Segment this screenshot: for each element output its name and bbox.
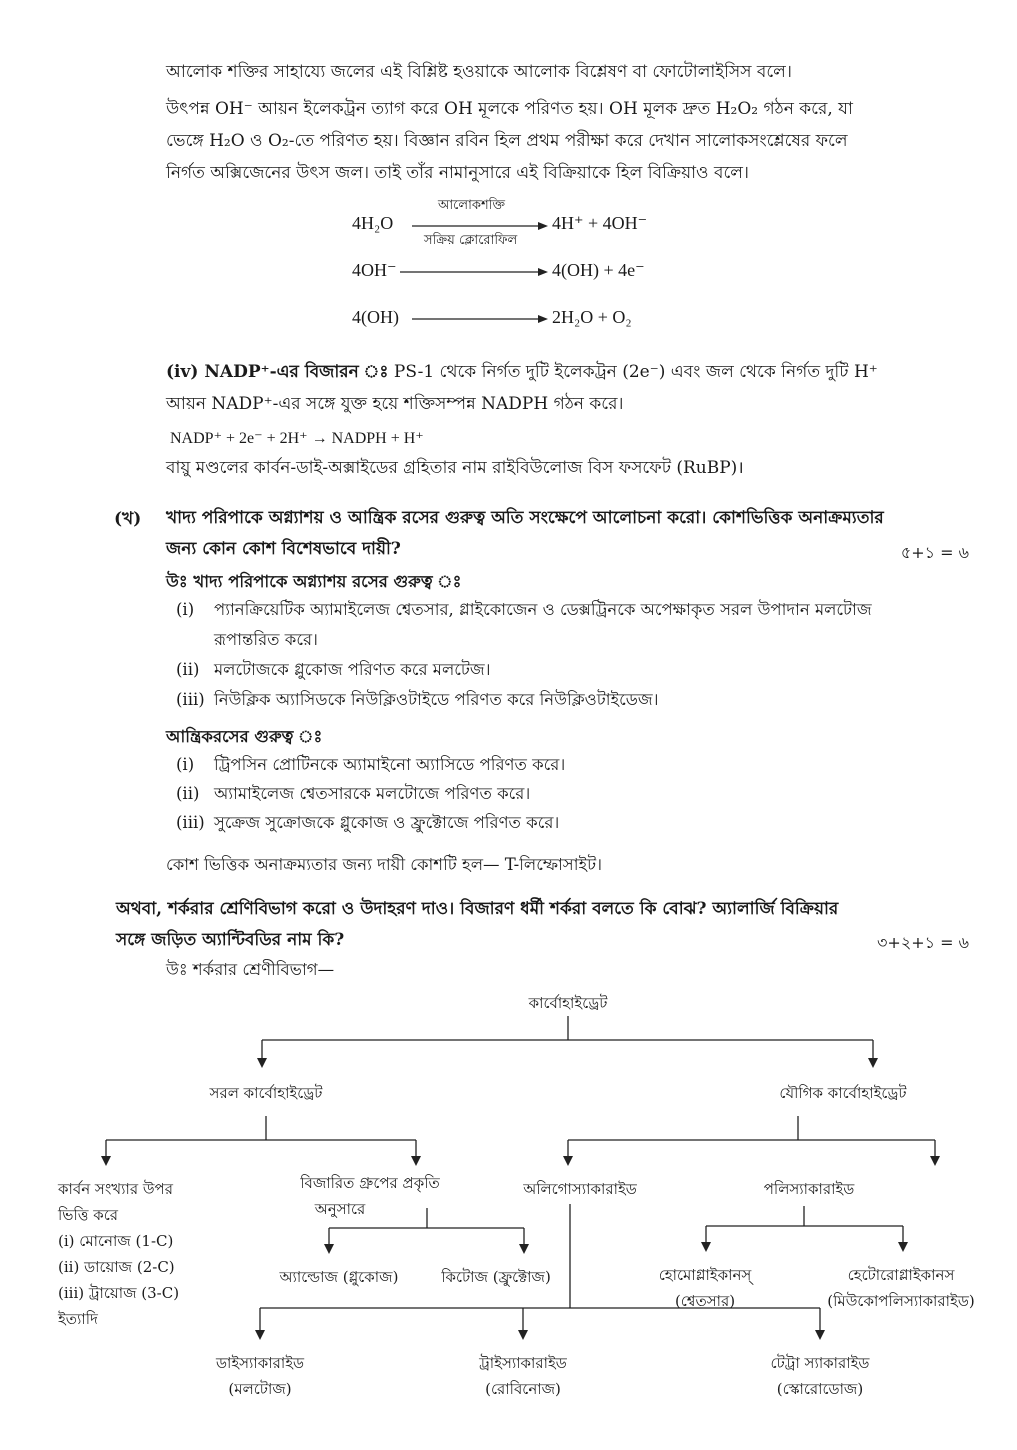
- list-item-text: মলটোজকে গ্লুকোজ পরিণত করে মলটেজ।: [214, 660, 491, 679]
- tree-by-carbon-line: (ii) ডায়োজ (2-C): [58, 1258, 175, 1276]
- list-item-text: প্যানক্রিয়েটিক অ্যামাইলেজ শ্বেতসার, গ্লাইকোজেন ও ডেক্সট্রিনকে অপেক্ষাকৃত সরল উপাদান মলটোজ: [214, 600, 872, 619]
- list-item: [176, 810, 559, 837]
- or-answer-heading: উঃ শর্করার শ্রেণীবিভাগ—: [166, 960, 335, 979]
- eq2-product: 4(OH) + 4e⁻: [552, 260, 645, 280]
- tree-ketose: কিটোজ (ফ্রুক্টোজ): [441, 1268, 551, 1286]
- paragraph-hill-line1: উৎপন্ন OH⁻ আয়ন ইলেকট্রন ত্যাগ করে OH মূলকে পরিণত হয়। OH মূলক দ্রুত H₂O₂ গঠন করে, যা: [166, 99, 853, 119]
- list-item-text: সুক্রেজ সুক্রোজকে গ্লুকোজ ও ফ্রুক্টোজে পরিণত করে।: [214, 813, 560, 832]
- eq3-product: 2H₂O + O₂: [552, 307, 632, 327]
- list-item-number: (ii): [176, 660, 200, 679]
- tree-compound-carbohydrate: যৌগিক কার্বোহাইড্রেট: [779, 1084, 907, 1102]
- paragraph-photolysis: আলোক শক্তির সাহায্যে জলের এই বিশ্লিষ্ট হওয়াকে আলোক বিশ্লেষণ বা ফোটোলাইসিস বলে।: [166, 62, 792, 82]
- nadp-equation: NADP⁺ + 2e⁻ + 2H⁺ → NADPH + H⁺: [170, 430, 424, 447]
- tree-reducing-group-line1: বিজারিত গ্রুপের প্রকৃতি: [300, 1174, 440, 1192]
- eq3-reactant: 4(OH): [352, 307, 399, 327]
- nadp-line1: [166, 356, 976, 388]
- question-marks: ৫+১ = ৬: [900, 543, 969, 562]
- tree-tetrasaccharide: টেট্রা স্যাকারাইড: [770, 1354, 870, 1372]
- tree-root-carbohydrate: কার্বোহাইড্রেট: [528, 994, 608, 1012]
- tree-trisaccharide-example: (রোবিনোজ): [485, 1380, 561, 1398]
- rubp-line: বায়ু মণ্ডলের কার্বন-ডাই-অক্সাইডের গ্রহিতার নাম রাইবিউলোজ বিস ফসফেট (RuBP)।: [166, 458, 744, 478]
- list-item-number: (iii): [176, 690, 205, 709]
- or-question-marks: ৩+২+১ = ৬: [877, 933, 969, 952]
- nadp-label: (iv) NADP⁺-এর বিজারন ঃ: [166, 362, 389, 382]
- tree-heteroglycans: হেটোরোগ্লাইকানস: [847, 1266, 955, 1284]
- tree-reducing-group-line2: অনুসারে: [314, 1200, 366, 1218]
- or-question-line1: অথবা, শর্করার শ্রেণিবিভাগ করো ও উদাহরণ দাও। বিজারণ ধর্মী শর্করা বলতে কি বোঝ? অ্যালার্জি বিক্রিয়ার: [116, 899, 839, 919]
- list-item-text: রূপান্তরিত করে।: [214, 630, 318, 649]
- tree-by-carbon-line: কার্বন সংখ্যার উপর: [58, 1180, 173, 1198]
- tree-disaccharide-example: (মলটোজ): [228, 1380, 292, 1398]
- paragraph-hill-line3: নির্গত অক্সিজেনের উৎস জল। তাই তাঁর নামানুসারে এই বিক্রিয়াকে হিল বিক্রিয়াও বলে।: [166, 163, 750, 183]
- list-item-number: (i): [176, 755, 195, 774]
- question-line2: জন্য কোন কোশ বিশেষভাবে দায়ী?: [166, 539, 401, 559]
- eq2-reactant: 4OH⁻: [352, 260, 397, 280]
- question-tag: (খ): [114, 509, 142, 529]
- tree-by-carbon: [58, 1176, 179, 1332]
- or-question-line2: সঙ্গে জড়িত অ্যান্টিবডির নাম কি?: [116, 930, 345, 950]
- tree-trisaccharide: ট্রাইস্যাকারাইড: [479, 1354, 567, 1372]
- list-item: [176, 687, 659, 714]
- list-item: [176, 781, 530, 808]
- nadp-line1-text: PS-1 থেকে নির্গত দুটি ইলেকট্রন (2e⁻) এবং জল থেকে নির্গত দুটি H⁺: [388, 362, 878, 382]
- eq1-condition-above: আলোকশক্তি: [438, 198, 505, 213]
- tree-homoglycans: হোমোগ্লাইকানস্: [658, 1266, 752, 1284]
- tree-polysaccharide: পলিস্যাকারাইড: [763, 1180, 855, 1198]
- nadp-line2: আয়ন NADP⁺-এর সঙ্গে যুক্ত হয়ে শক্তিসম্পন্ন NADPH গঠন করে।: [166, 394, 624, 414]
- list-item-number: (ii): [176, 784, 200, 803]
- list-item-text: ট্রিপসিন প্রোটিনকে অ্যামাইনো অ্যাসিডে পরিণত করে।: [214, 755, 566, 774]
- tree-by-carbon-line: (i) মোনোজ (1-C): [58, 1232, 174, 1250]
- paragraph-hill-line2: ভেঙ্গে H₂O ও O₂-তে পরিণত হয়। বিজ্ঞান রবিন হিল প্রথম পরীক্ষা করে দেখান সালোকসংশ্লেষের ফলে: [166, 131, 848, 151]
- intestinal-heading: আন্ত্রিকরসের গুরুত্ব ঃ: [166, 727, 323, 746]
- eq1-product: 4H⁺ + 4OH⁻: [552, 213, 648, 233]
- list-item: [176, 657, 491, 684]
- eq1-reactant: 4H₂O: [352, 213, 394, 233]
- tree-simple-carbohydrate: সরল কার্বোহাইড্রেট: [209, 1084, 323, 1102]
- list-item: [214, 627, 318, 654]
- tree-tetrasaccharide-example: (স্কোরোডোজ): [776, 1380, 864, 1398]
- tree-homoglycans-example: (শ্বেতসার): [674, 1292, 736, 1310]
- list-item: [176, 597, 872, 624]
- answer-heading: উঃ খাদ্য পরিপাকে অগ্ন্যাশয় রসের গুরুত্ব ঃ: [166, 572, 462, 591]
- list-item-text: নিউক্লিক অ্যাসিডকে নিউক্লিওটাইডে পরিণত করে নিউক্লিওটাইডেজ।: [214, 690, 659, 709]
- tree-aldose: অ্যাল্ডোজ (গ্লুকোজ): [279, 1268, 399, 1286]
- tree-heteroglycans-example: (মিউকোপলিস্যাকারাইড): [827, 1292, 975, 1310]
- tree-disaccharide: ডাইস্যাকারাইড: [215, 1354, 305, 1372]
- list-item-text: অ্যামাইলেজ শ্বেতসারকে মলটোজে পরিণত করে।: [214, 784, 531, 803]
- tree-by-carbon-line: (iii) ট্রায়োজ (3-C): [58, 1284, 180, 1302]
- cell-answer: কোশ ভিত্তিক অনাক্রম্যতার জন্য দায়ী কোশটি হল— T-লিম্ফোসাইট।: [166, 855, 602, 874]
- tree-by-carbon-line: ইত্যাদি: [58, 1310, 98, 1328]
- list-item-number: (i): [176, 600, 195, 619]
- tree-oligosaccharide: অলিগোস্যাকারাইড: [523, 1180, 637, 1198]
- question-line1: খাদ্য পরিপাকে অগ্ন্যাশয় ও আন্ত্রিক রসের গুরুত্ব অতি সংক্ষেপে আলোচনা করো। কোশভিত্তিক অনাক্রম্যতার: [166, 508, 884, 528]
- list-item-number: (iii): [176, 813, 205, 832]
- eq1-condition-below: সক্রিয় ক্লোরোফিল: [424, 233, 518, 248]
- tree-by-carbon-line: ভিত্তি করে: [58, 1206, 119, 1224]
- list-item: [176, 752, 565, 779]
